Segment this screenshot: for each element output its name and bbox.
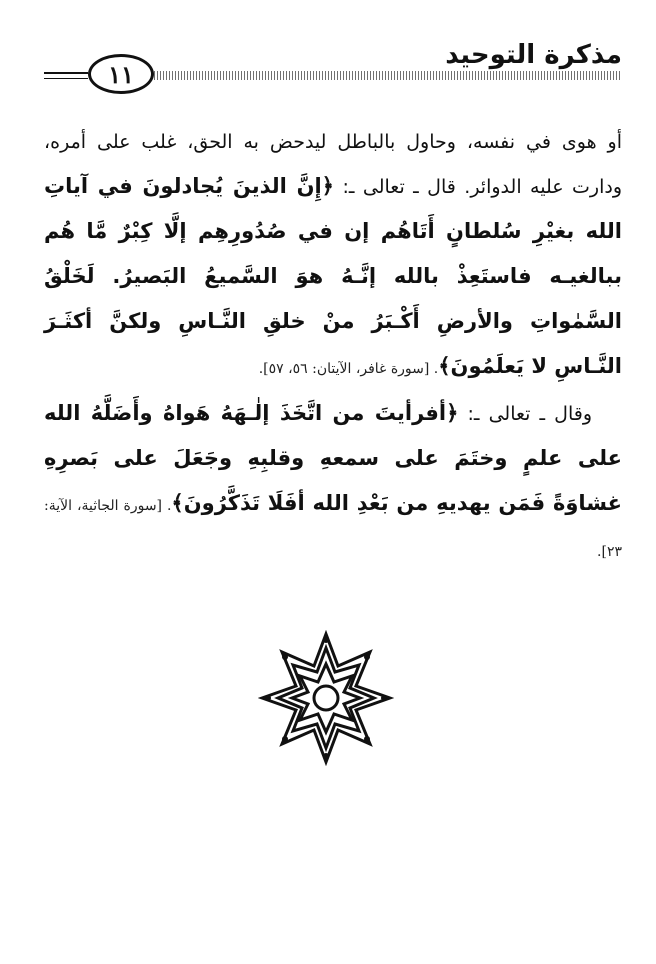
verse-reference-1: . [سورة غافر، الآيتان: ٥٦، ٥٧]. <box>258 361 439 377</box>
paragraph-1-intro: أو هوى في نفسه، وحاول بالباطل ليدحض به الحق، غلب على أمره، ودارت عليه الدوائر. قال ـ تعالى ـ: <box>44 131 622 198</box>
paragraph-2-intro: وقال ـ تعالى ـ: <box>467 403 593 425</box>
verse-reference-2: . [سورة الجاثية، الآية: ٢٣]. <box>44 498 622 560</box>
header-rule-left <box>44 72 88 79</box>
header-rule-right <box>148 71 622 80</box>
paragraph-1 <box>44 120 622 391</box>
quran-verse-1: ﴿إِنَّ الذينَ يُجادلونَ في آياتِ الله بغيْرِ سُلطانٍ أَتَاهُم إن في صُدُورِهِم إلَّا كِبْرٌ مَّا هُم ببالغيـه فاستَعِذْ بالله إنَّـهُ هوَ السَّميعُ البَصيرُ. لَخَلْقُ السَّمٰواتِ والأرضِ أَكْـبَرُ منْ خلقِ النَّـاسِ ولكنَّ أكثَـرَ النَّـاسِ لا يَعلَمُونَ﴾ <box>44 174 622 378</box>
book-title: مذكرة التوحيد <box>439 40 622 70</box>
paragraph-2 <box>44 391 622 574</box>
star-rosette-ornament-icon <box>258 630 394 766</box>
main-text <box>44 120 622 574</box>
page-header <box>44 40 622 106</box>
page-number: ١١ <box>88 54 154 94</box>
quran-verse-2: ﴿أفرأيتَ من اتَّخَذَ إلٰـهَهُ هَواهُ وأَضَلَّهُ الله على علمٍ وختَمَ على سمعهِ وقلبِهِ وجَعَلَ على بَصرِهِ غشاوَةً فَمَن يهديهِ من بَعْدِ الله أفَلَا تَذَكَّرُونَ﴾ <box>44 401 622 515</box>
